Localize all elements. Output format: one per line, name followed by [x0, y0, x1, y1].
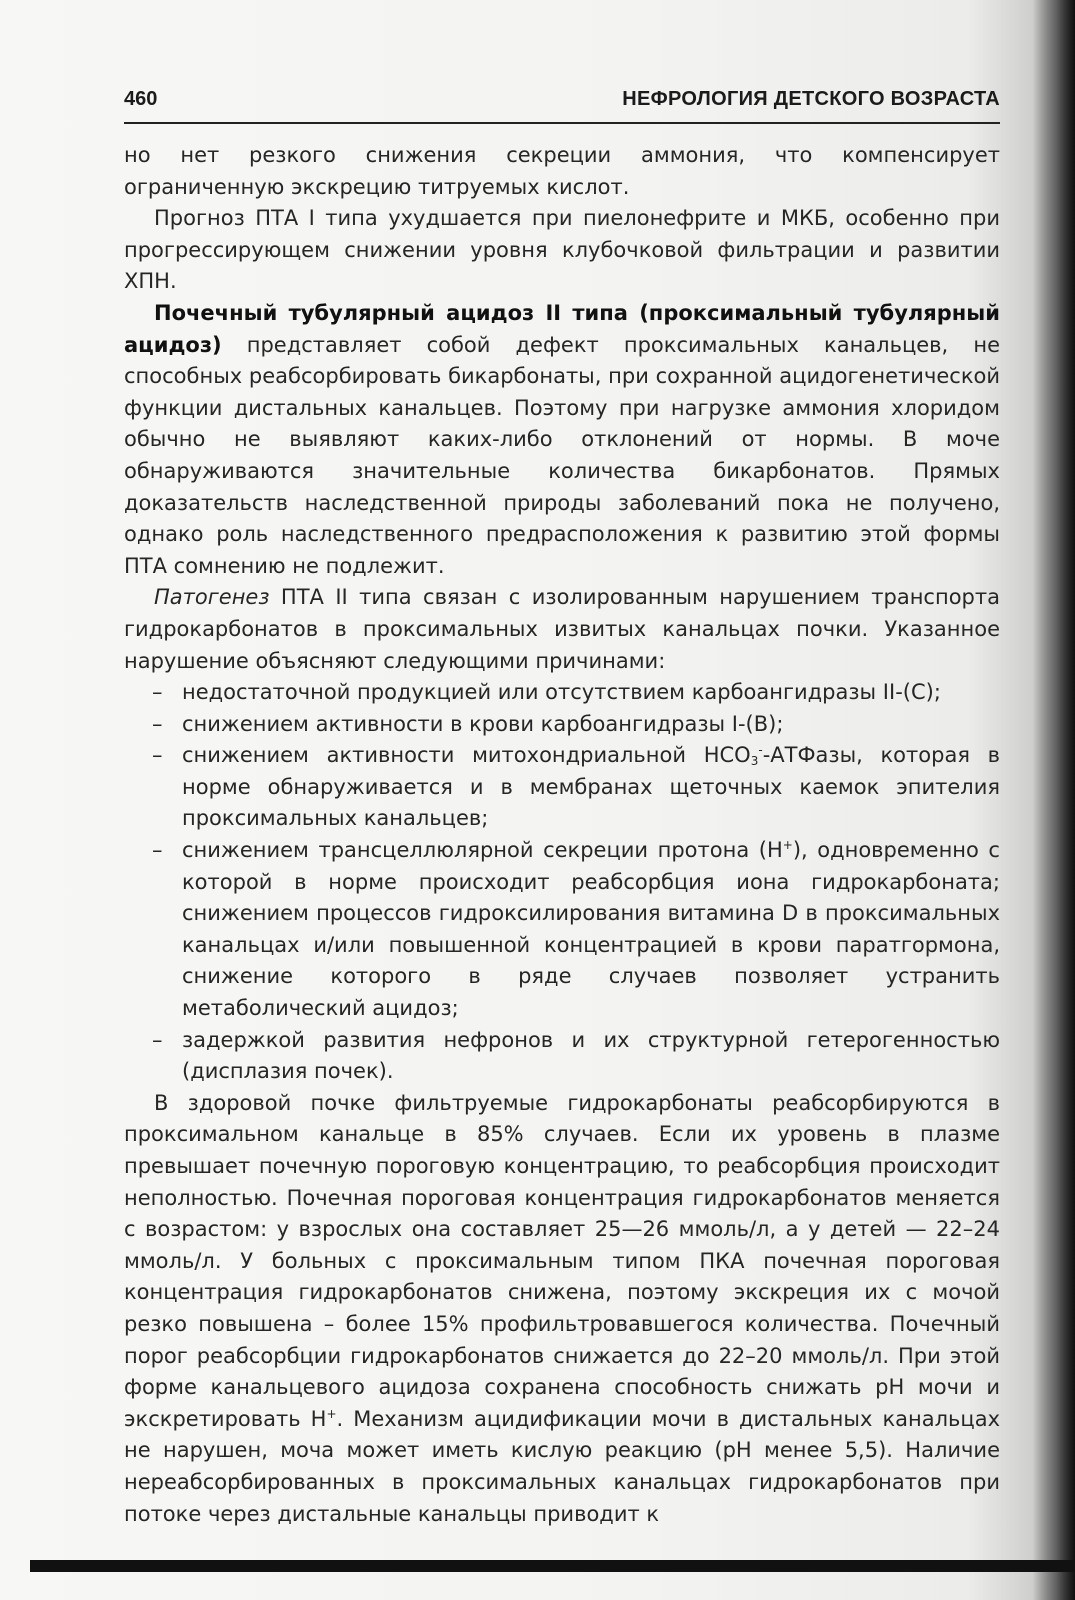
- causes-list: [124, 677, 1000, 1088]
- paragraph-pta-type2: [124, 298, 1000, 582]
- page-number: 460: [124, 88, 158, 110]
- superscript: -: [758, 743, 763, 758]
- list-item: – недостаточной продукцией или отсутствием карбоангидразы II-(C);: [182, 677, 1000, 709]
- paragraph-text: ПТА II типа связан с изолированным нарушением транспорта гидрокарбонатов в проксимальных извитых канальцах почки. Указанное нарушение объясняют следующими причинами:: [124, 585, 1000, 673]
- paragraph-text: . Механизм ацидификации мочи в дистальных канальцах не нарушен, моча может иметь кислую реакцию (pH менее 5,5). Наличие нереабсорбированных в проксимальных канальцах гидрокарбонатов при потоке через дистальные канальцы приводит к: [124, 1406, 1000, 1526]
- list-item-text: снижением трансцеллюлярной секреции протона (H: [182, 838, 783, 863]
- italic-term: Патогенез: [154, 585, 270, 610]
- body-text: [124, 140, 1000, 1530]
- scan-bottom-edge: [30, 1560, 1075, 1572]
- paragraph-text: представляет собой дефект проксимальных канальцев, не способных реабсорбировать бикарбонаты, при сохранной ацидогенетической функции дистальных канальцев. Поэтому при нагрузке аммония хлоридом обычно не выявляют каких-либо отклонений от нормы. В моче обнаруживаются значительные количества бикарбонатов. Прямых доказательств наследственной природы заболеваний пока не получено, однако роль наследственного предрасположения к развитию этой формы ПТА сомнению не подлежит.: [124, 332, 1000, 578]
- list-item-text: снижением активности митохондриальной HCO: [182, 743, 751, 768]
- paragraph-prognosis: Прогноз ПТА I типа ухудшается при пиелонефрите и МКБ, особенно при прогрессирующем снижении уровня клубочковой фильтрации и развитии ХПН.: [124, 206, 1000, 294]
- list-item: [182, 740, 1000, 835]
- page-header: [124, 84, 1000, 120]
- paragraph-healthy-kidney: [124, 1088, 1000, 1530]
- paragraph-pathogenesis: [124, 582, 1000, 677]
- list-item-text: -АТФазы, которая в норме обнаруживается и в мембранах щеточных каемок эпителия проксимальных канальцев;: [182, 743, 1000, 831]
- list-item: – снижением активности в крови карбоангидразы I-(B);: [182, 709, 1000, 741]
- list-item-text: ), одновременно с которой в норме происходит реабсорбция иона гидрокарбоната; снижением процессов гидроксилирования витамина D в проксимальных канальцах и/или повышенной концентрацией в крови паратгормона, снижение которого в ряде случаев позволяет устранить метаболический ацидоз;: [182, 838, 1000, 1021]
- page-binding-shadow: [1033, 0, 1075, 1600]
- term-heading: Почечный тубулярный ацидоз II типа (проксимальный тубулярный ацидоз): [124, 300, 1000, 357]
- superscript: +: [782, 838, 793, 853]
- paragraph-text: В здоровой почке фильтруемые гидрокарбонаты реабсорбируются в проксимальном канальце в 85% случаев. Если их уровень в плазме превышает почечную пороговую концентрацию, то реабсорбция происходит неполностью. Почечная пороговая концентрация гидрокарбонатов меняется с возрастом: у взрослых она составляет 25—26 ммоль/л, а у детей — 22–24 ммоль/л. У больных с проксимальным типом ПКА почечная пороговая концентрация гидрокарбонатов снижена, поэтому экскреция их с мочой резко повышена – более 15% профильтровавшегося количества. Почечный порог реабсорбции гидрокарбонатов снижается до 22–20 ммоль/л. При этой форме канальцевого ацидоза сохранена способность снижать pH мочи и экскретировать H: [124, 1090, 1000, 1431]
- paragraph-continuation: но нет резкого снижения секреции аммония, что компенсирует ограниченную экскрецию титруемых кислот.: [124, 143, 1000, 199]
- list-item: – задержкой развития нефронов и их структурной гетерогенностью (дисплазия почек).: [182, 1025, 1000, 1088]
- list-item: [182, 835, 1000, 1025]
- running-title: НЕФРОЛОГИЯ ДЕТСКОГО ВОЗРАСТА: [622, 88, 1000, 110]
- superscript: +: [326, 1406, 337, 1421]
- header-divider: [124, 122, 1000, 124]
- subscript: 3: [750, 754, 759, 769]
